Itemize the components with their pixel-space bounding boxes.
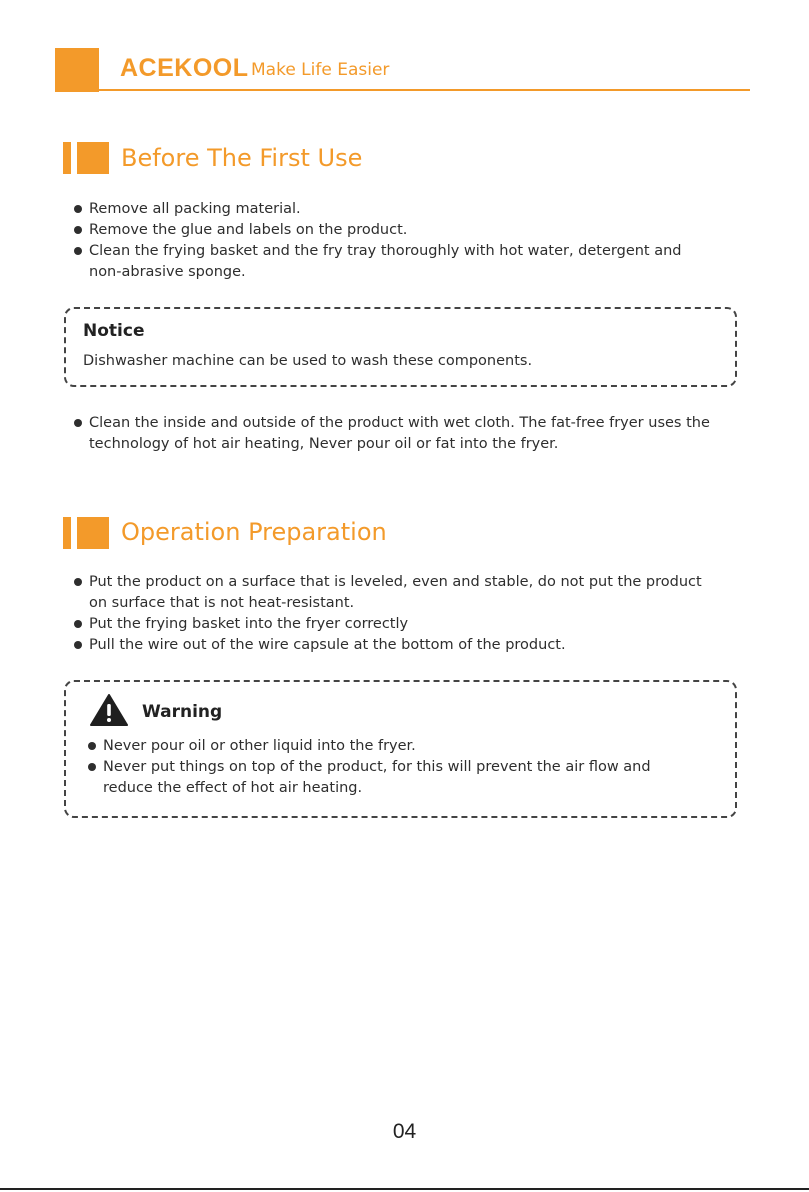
list-item: Clean the inside and outside of the product with wet cloth. The fat-free fryer uses the technology of hot air heating, Never pour oil or fat into the fryer. [72,413,752,455]
notice-box [64,307,737,387]
brand-tagline: Make Life Easier [251,60,390,80]
list-item: Clean the frying basket and the fry tray thoroughly with hot water, detergent and non-abrasive sponge. [72,241,752,283]
brand-logo: ACEKOOL [120,54,249,82]
list-item: Remove all packing material. [72,199,752,220]
section-marker-icon [63,517,109,549]
header-accent-block [55,48,99,92]
list-item: Never put things on top of the product, for this will prevent the air flow and reduce the effect of hot air heating. [86,757,726,799]
list-item: Put the product on a surface that is leveled, even and stable, do not put the product on surface that is not heat-resistant. [72,572,752,614]
bottom-rule [0,1188,809,1190]
page-number: 04 [392,1120,417,1143]
header-rule [99,89,750,91]
before-first-use-list [72,199,752,283]
before-first-use-list-continued [72,413,752,455]
section-title-before-first-use: Before The First Use [121,144,363,172]
list-item: Pull the wire out of the wire capsule at the bottom of the product. [72,635,752,656]
list-item: Remove the glue and labels on the product. [72,220,752,241]
list-item: Never pour oil or other liquid into the fryer. [86,736,726,757]
notice-title: Notice [83,321,145,341]
operation-preparation-list [72,572,752,656]
notice-text: Dishwasher machine can be used to wash these components. [83,353,533,369]
warning-icon [89,693,129,727]
warning-list [86,736,726,799]
warning-title: Warning [142,702,223,722]
section-marker-icon [63,142,109,174]
list-item: Put the frying basket into the fryer correctly [72,614,752,635]
section-title-operation-preparation: Operation Preparation [121,518,387,546]
